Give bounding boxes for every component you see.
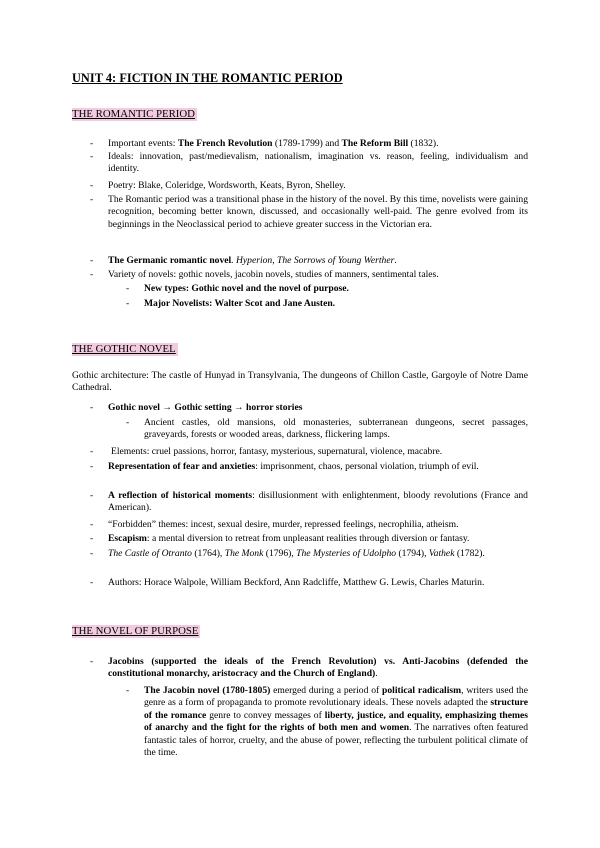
- romantic-events: [108, 138, 528, 150]
- bullet-dash: -: [126, 417, 130, 428]
- bullet-dash: -: [126, 685, 130, 696]
- events-mid: (1789-1799) and: [272, 138, 342, 149]
- gothic-authors: Authors: Horace Walpole, William Beckford, Ann Radcliffe, Matthew G. Lewis, Charles Maturin.: [108, 577, 485, 588]
- bullet-dash: -: [90, 548, 94, 559]
- new-types-text: New types: Gothic novel and the novel of purpose.: [144, 283, 349, 294]
- works-end: (1782).: [454, 548, 485, 559]
- bullet-dash: -: [90, 490, 94, 501]
- bullet-dash: -: [90, 151, 94, 162]
- romantic-transitional: The Romantic period was a transitional phase in the history of the novel. By this time, novelists were gaining recognition, becoming better known, discussed, and occasionally well-paid. The genre evolved from its beginnings in the Neoclassical period to achieve greater success in the Victorian era.: [108, 194, 528, 230]
- work-udolpho: The Mysteries of Udolpho: [296, 548, 397, 559]
- romantic-major-novelists: [144, 298, 528, 310]
- historical-label: A reflection of historical moments: [108, 490, 253, 501]
- fear-label: Representation of fear and anxieties: [108, 461, 256, 472]
- works-sep: (1764),: [191, 548, 225, 559]
- germanic-label: The Germanic romantic novel: [108, 255, 232, 266]
- gothic-fear: [108, 461, 528, 473]
- gothic-historical: [108, 490, 528, 515]
- work-monk: The Monk: [224, 548, 264, 559]
- jacobin-novel-text: genre to convey messages of: [206, 709, 325, 721]
- purpose-jacobin-novel: [144, 685, 528, 759]
- heading-romantic-period: THE ROMANTIC PERIOD: [72, 108, 195, 120]
- escapism-rest: : a mental diversion to retreat from unpleasant realities through diversion or fantasy.: [146, 533, 470, 544]
- gothic-elements: Elements: cruel passions, horror, fantasy, mysterious, supernatural, violence, macabre.: [111, 446, 443, 457]
- gothic-escapism: [108, 533, 528, 545]
- bullet-dash: -: [90, 519, 94, 530]
- work-otranto: The Castle of Otranto: [108, 548, 192, 559]
- bullet-dash: -: [126, 298, 130, 309]
- heading-gothic-novel: THE GOTHIC NOVEL: [72, 343, 176, 355]
- work-vathek: Vathek: [428, 548, 455, 559]
- escapism-label: Escapism: [108, 533, 147, 544]
- liberty-justice-equality: liberty, justice, and equality, emphasizing themes of anarchy and the fight for the rights of both men and women: [144, 709, 528, 734]
- purpose-jacobins: [108, 656, 528, 681]
- germanic-works: . Hyperion, The Sorrows of Young Werther: [231, 255, 395, 266]
- events-french-revolution: The French Revolution: [177, 138, 273, 149]
- historical-rest: : disillusionment with enlightenment, bloody revolutions (France and American).: [108, 490, 528, 514]
- page-title: UNIT 4: FICTION IN THE ROMANTIC PERIOD: [72, 71, 343, 85]
- bullet-dash: -: [90, 269, 94, 280]
- bullet-dash: -: [90, 533, 94, 544]
- fear-rest: : imprisonment, chaos, personal violation, triumph of evil.: [255, 461, 479, 472]
- bullet-dash: -: [90, 180, 94, 191]
- bullet-dash: -: [90, 194, 94, 205]
- events-reform-bill: The Reform Bill: [341, 138, 409, 149]
- bullet-dash: -: [90, 446, 94, 457]
- gothic-works: [108, 548, 528, 560]
- events-end: (1832).: [408, 138, 439, 149]
- jacobins-end: .: [375, 668, 378, 680]
- works-sep: (1794),: [396, 548, 429, 559]
- gothic-setting: [108, 402, 528, 414]
- bullet-dash: -: [90, 138, 94, 149]
- gothic-forbidden: “Forbidden” themes: incest, sexual desire, murder, repressed feelings, necrophilia, atheism.: [108, 519, 459, 530]
- bullet-dash: -: [90, 402, 94, 413]
- jacobins-text: Jacobins (supported the ideals of the French Revolution) vs. Anti-Jacobins (defended the constitutional monarchy, aristocracy and the Church of England): [108, 656, 528, 680]
- bullet-dash: -: [90, 656, 94, 667]
- events-prefix: Important events:: [108, 138, 178, 149]
- romantic-variety: Variety of novels: gothic novels, jacobin novels, studies of manners, sentimental tales.: [108, 269, 439, 280]
- jacobin-novel-text: . The narratives often featured fantastic tales of horror, cruelty, and the abuse of power, reflecting the turbulent political climate of the time.: [144, 722, 528, 759]
- romantic-ideals: Ideals: innovation, past/medievalism, nationalism, imagination vs. reason, feeling, individualism and identity.: [108, 151, 528, 175]
- political-radicalism: political radicalism: [382, 685, 462, 696]
- works-sep: (1796),: [263, 548, 297, 559]
- jacobin-novel-text: emerged during a period of: [270, 685, 383, 696]
- jacobin-novel-label: The Jacobin novel (1780-1805): [144, 685, 271, 696]
- gothic-setting-text: Gothic novel → Gothic setting → horror stories: [108, 402, 303, 413]
- gothic-architecture: Gothic architecture: The castle of Hunyad in Transylvania, The dungeons of Chillon Castle, Gargoyle of Notre Dame Cathedral.: [72, 370, 528, 394]
- heading-novel-of-purpose: THE NOVEL OF PURPOSE: [72, 625, 199, 637]
- gothic-ancient: Ancient castles, old mansions, old monasteries, subterranean dungeons, secret passages, graveyards, forests or wooded areas, darkness, flickering lamps.: [144, 417, 528, 441]
- structure-of-romance: structure of the romance: [144, 697, 528, 721]
- romantic-poetry: Poetry: Blake, Coleridge, Wordsworth, Keats, Byron, Shelley.: [108, 180, 346, 191]
- germanic-end: .: [394, 255, 397, 266]
- romantic-germanic: [108, 255, 528, 267]
- bullet-dash: -: [126, 283, 130, 294]
- bullet-dash: -: [90, 577, 94, 588]
- romantic-new-types: [144, 283, 528, 295]
- major-novelists-text: Major Novelists: Walter Scot and Jane Austen.: [144, 298, 336, 309]
- jacobin-novel-text: , writers used the genre as a form of propaganda to promote revolutionary ideals. These novels adapted the: [144, 685, 528, 709]
- bullet-dash: -: [90, 255, 94, 266]
- bullet-dash: -: [90, 461, 94, 472]
